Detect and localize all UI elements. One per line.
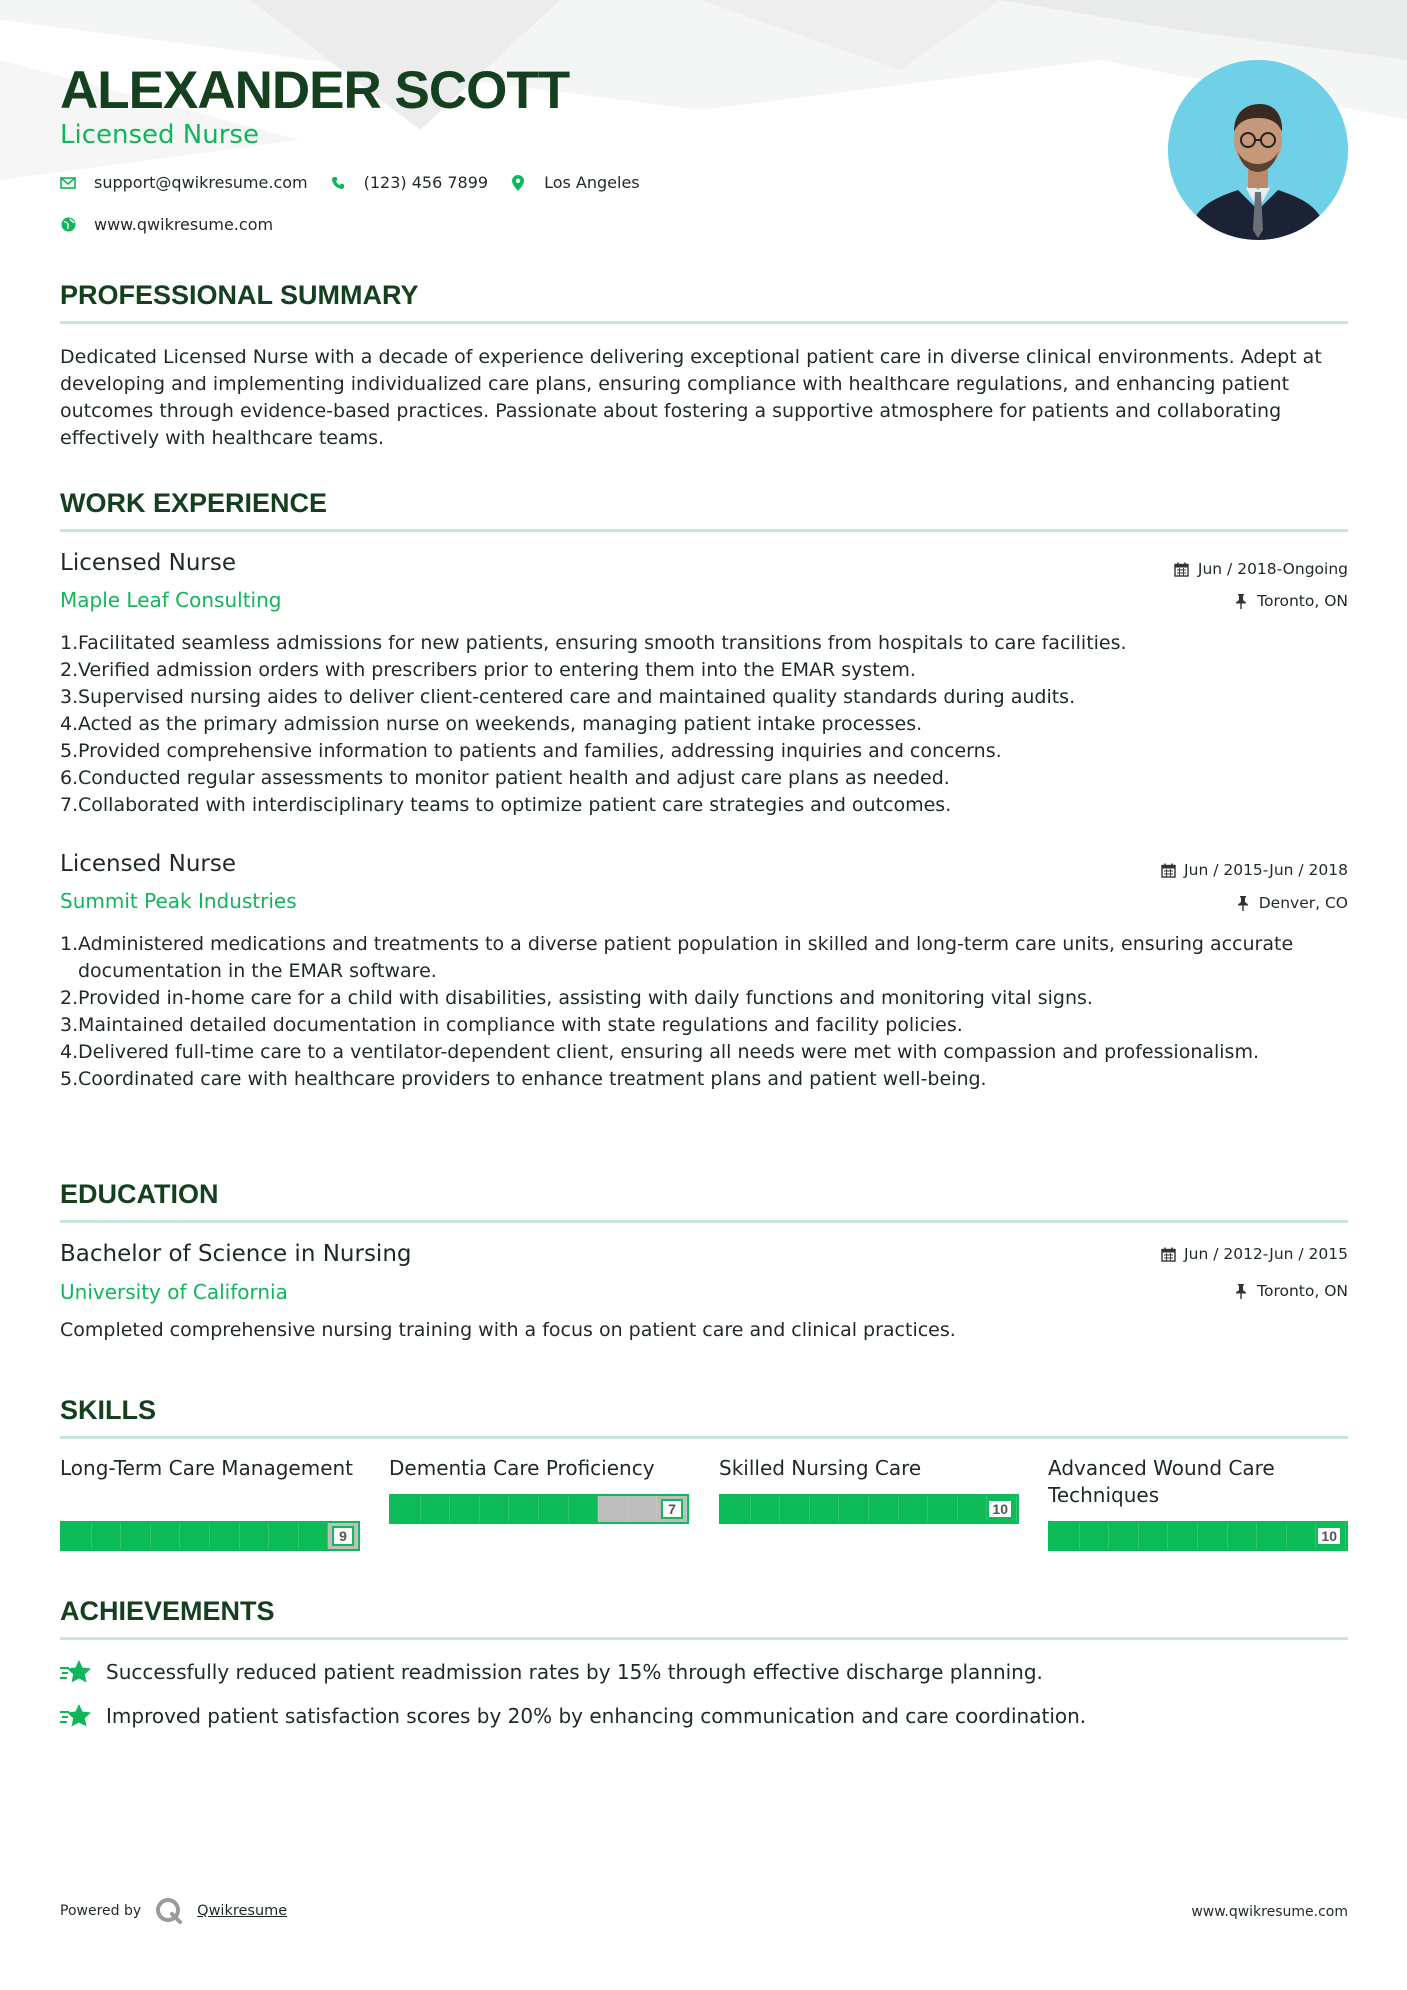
achievements-divider: [60, 1637, 1348, 1640]
skill-segment-filled: [1080, 1523, 1110, 1549]
skill-segment-filled: [1168, 1523, 1198, 1549]
powered-by-label: Powered by: [60, 1903, 142, 1919]
globe-icon: [60, 217, 76, 233]
skill-segment-filled: [121, 1523, 151, 1549]
qwikresume-link[interactable]: Qwikresume: [197, 1903, 288, 1919]
job-1-dates: [1174, 560, 1348, 578]
education-description: Completed comprehensive nursing training with a focus on patient care and clinical practices.: [60, 1319, 956, 1341]
contact-email[interactable]: [60, 173, 308, 192]
list-text: Facilitated seamless admissions for new patients, ensuring smooth transitions from hospitals to care facilities.: [78, 632, 1127, 654]
envelope-icon: [60, 175, 76, 191]
education-dates-text: Jun / 2012-Jun / 2015: [1184, 1245, 1348, 1263]
list-number: 4.: [60, 1041, 79, 1063]
profile-photo: [1168, 60, 1348, 240]
skill-segment-filled: [539, 1496, 569, 1522]
contact-location: [510, 173, 640, 192]
list-number: 3.: [60, 686, 79, 708]
contact-phone-text: (123) 456 7899: [363, 173, 489, 192]
skills-divider: [60, 1436, 1348, 1439]
calendar-icon: [1160, 1246, 1176, 1262]
job-2-bullets: [60, 931, 1348, 1093]
list-item: [60, 1066, 1348, 1093]
job-1-location-text: Toronto, ON: [1257, 592, 1348, 610]
skill-segment-filled: [1198, 1523, 1228, 1549]
list-item: [60, 657, 1348, 684]
list-text: Supervised nursing aides to deliver client-centered care and maintained quality standards during audits.: [78, 686, 1076, 708]
list-item: [60, 738, 1348, 765]
map-pin-icon: [510, 175, 526, 191]
skill-segment-filled: [958, 1496, 988, 1522]
job-1-dates-text: Jun / 2018-Ongoing: [1197, 560, 1348, 578]
skill-segment-filled: [240, 1523, 270, 1549]
education-degree: Bachelor of Science in Nursing: [60, 1241, 412, 1267]
skill-item: [719, 1455, 1019, 1517]
list-item: [60, 792, 1348, 819]
skill-name: Advanced Wound Care Techniques: [1048, 1456, 1275, 1507]
list-item: [60, 765, 1348, 792]
skill-segment-filled: [450, 1496, 480, 1522]
list-number: 1.: [60, 933, 79, 955]
contact-email-text: support@qwikresume.com: [94, 173, 308, 192]
skill-item: [1048, 1455, 1348, 1544]
contact-phone[interactable]: [330, 173, 488, 192]
list-item: [60, 1012, 1348, 1039]
list-item: [60, 985, 1348, 1012]
education-section-header: [60, 1179, 1348, 1223]
skill-segment-filled: [1257, 1523, 1287, 1549]
pushpin-icon: [1235, 895, 1251, 911]
skill-score: 7: [661, 1499, 683, 1519]
pushpin-icon: [1233, 1283, 1249, 1299]
experience-heading: WORK EXPERIENCE: [60, 488, 328, 518]
job-1-bullets: [60, 630, 1348, 819]
education-divider: [60, 1220, 1348, 1223]
list-number: 6.: [60, 767, 79, 789]
achievement-text: Improved patient satisfaction scores by 20% by enhancing communication and care coordination.: [106, 1704, 1087, 1728]
job-2-location-text: Denver, CO: [1258, 894, 1348, 912]
calendar-icon: [1174, 561, 1190, 577]
education-heading: EDUCATION: [60, 1179, 219, 1209]
skill-segment-filled: [839, 1496, 869, 1522]
skill-segment-filled: [180, 1523, 210, 1549]
contact-website[interactable]: [60, 215, 273, 234]
achievements-section-header: [60, 1596, 1348, 1640]
skill-segment-filled: [269, 1523, 299, 1549]
skill-segment-filled: [899, 1496, 929, 1522]
list-text: Collaborated with interdisciplinary teams to optimize patient care strategies and outcomes.: [78, 794, 952, 816]
skill-segment-filled: [421, 1496, 451, 1522]
skill-name: Skilled Nursing Care: [719, 1456, 922, 1480]
skill-segment-filled: [509, 1496, 539, 1522]
experience-divider: [60, 529, 1348, 532]
list-item: [60, 684, 1348, 711]
skill-segment-filled: [751, 1496, 781, 1522]
job-1-location: [1233, 592, 1348, 610]
star-icon: [60, 1702, 92, 1730]
achievement-text: Successfully reduced patient readmission rates by 15% through effective discharge planning.: [106, 1660, 1043, 1684]
skill-segment-filled: [92, 1523, 122, 1549]
list-number: 1.: [60, 632, 79, 654]
skill-segment-empty: [628, 1496, 658, 1522]
education-location: [1233, 1282, 1348, 1300]
skill-level-bar: [389, 1494, 689, 1524]
skill-level-bar: [60, 1521, 360, 1551]
list-text: Administered medications and treatments to a diverse patient population in skilled and long-term care units, ensuring accurate documentation in the EMAR software.: [78, 933, 1294, 982]
skill-segment-empty: [598, 1496, 628, 1522]
education-location-text: Toronto, ON: [1257, 1282, 1348, 1300]
list-number: 2.: [60, 987, 79, 1009]
summary-divider: [60, 321, 1348, 324]
skill-segment-filled: [780, 1496, 810, 1522]
list-text: Provided comprehensive information to patients and families, addressing inquiries and concerns.: [78, 740, 1002, 762]
job-2-company: Summit Peak Industries: [60, 889, 297, 913]
skill-segment-filled: [299, 1523, 329, 1549]
candidate-title: Licensed Nurse: [60, 120, 259, 150]
skill-score: 10: [987, 1499, 1013, 1519]
skill-segment-filled: [810, 1496, 840, 1522]
job-1-company: Maple Leaf Consulting: [60, 588, 282, 612]
summary-heading: PROFESSIONAL SUMMARY: [60, 280, 419, 310]
skill-segment-filled: [1228, 1523, 1258, 1549]
skills-heading: SKILLS: [60, 1395, 157, 1425]
summary-text: Dedicated Licensed Nurse with a decade of experience delivering exceptional patient care in diverse clinical environments. Adept at developing and implementing individualized care plans, ensuring compliance with healthcare regulations, and enhancing patient outcomes through evidence-based practices. Passionate about fostering a supportive atmosphere for patients and collaborating effectively with healthcare teams.: [60, 346, 1322, 449]
job-2-dates: [1160, 861, 1348, 879]
footer-powered-by: [60, 1897, 287, 1925]
list-text: Maintained detailed documentation in compliance with state regulations and facility policies.: [78, 1014, 963, 1036]
education-dates: [1160, 1245, 1348, 1263]
skill-segment-filled: [151, 1523, 181, 1549]
skill-segment-filled: [569, 1496, 599, 1522]
experience-section-header: [60, 488, 1348, 532]
list-item: [60, 711, 1348, 738]
skill-item: [60, 1455, 360, 1544]
education-school: University of California: [60, 1280, 288, 1304]
skill-segment-filled: [1287, 1523, 1317, 1549]
pushpin-icon: [1233, 593, 1249, 609]
list-item: [60, 630, 1348, 657]
list-number: 3.: [60, 1014, 79, 1036]
list-number: 2.: [60, 659, 79, 681]
list-text: Acted as the primary admission nurse on weekends, managing patient intake processes.: [78, 713, 923, 735]
skill-segment-filled: [721, 1496, 751, 1522]
star-icon: [60, 1658, 92, 1686]
skill-name: Dementia Care Proficiency: [389, 1456, 655, 1480]
skill-level-bar: [719, 1494, 1019, 1524]
list-text: Provided in-home care for a child with disabilities, assisting with daily functions and monitoring vital signs.: [78, 987, 1093, 1009]
list-item: [60, 1039, 1348, 1066]
list-text: Verified admission orders with prescribers prior to entering them into the EMAR system.: [78, 659, 916, 681]
contact-location-text: Los Angeles: [544, 173, 640, 192]
skill-segment-filled: [210, 1523, 240, 1549]
job-2-location: [1235, 894, 1348, 912]
skill-score: 10: [1316, 1526, 1342, 1546]
contact-row-primary: [60, 173, 662, 192]
achievement-item: [60, 1702, 1086, 1730]
phone-icon: [330, 175, 346, 191]
calendar-icon: [1160, 862, 1176, 878]
skill-segment-filled: [1050, 1523, 1080, 1549]
skill-level-bar: [1048, 1521, 1348, 1551]
list-text: Conducted regular assessments to monitor patient health and adjust care plans as needed.: [78, 767, 950, 789]
list-number: 5.: [60, 740, 79, 762]
skill-segment-filled: [928, 1496, 958, 1522]
contact-row-secondary: [60, 215, 295, 234]
list-number: 5.: [60, 1068, 79, 1090]
list-text: Coordinated care with healthcare providers to enhance treatment plans and patient well-being.: [78, 1068, 987, 1090]
skill-score: 9: [332, 1526, 354, 1546]
achievement-item: [60, 1658, 1043, 1686]
job-2-title: Licensed Nurse: [60, 851, 236, 877]
candidate-name: ALEXANDER SCOTT: [60, 61, 570, 120]
job-2-dates-text: Jun / 2015-Jun / 2018: [1184, 861, 1348, 879]
list-text: Delivered full-time care to a ventilator-dependent client, ensuring all needs were met with compassion and professionalism.: [78, 1041, 1260, 1063]
skill-segment-filled: [869, 1496, 899, 1522]
skill-segment-filled: [391, 1496, 421, 1522]
skill-segment-filled: [480, 1496, 510, 1522]
skill-name: Long-Term Care Management: [60, 1456, 354, 1480]
qwikresume-logo-icon: [155, 1897, 183, 1925]
skill-segment-filled: [1109, 1523, 1139, 1549]
skill-segment-filled: [62, 1523, 92, 1549]
skill-segment-filled: [1139, 1523, 1169, 1549]
skills-grid: [60, 1455, 1348, 1555]
contact-website-text: www.qwikresume.com: [94, 215, 274, 234]
achievements-heading: ACHIEVEMENTS: [60, 1596, 275, 1626]
skills-section-header: [60, 1395, 1348, 1439]
skill-item: [389, 1455, 689, 1517]
list-number: 7.: [60, 794, 79, 816]
job-1-title: Licensed Nurse: [60, 550, 236, 576]
list-number: 4.: [60, 713, 79, 735]
list-item: [60, 931, 1348, 985]
summary-section-header: [60, 280, 1348, 324]
footer-website[interactable]: www.qwikresume.com: [1191, 1904, 1348, 1920]
